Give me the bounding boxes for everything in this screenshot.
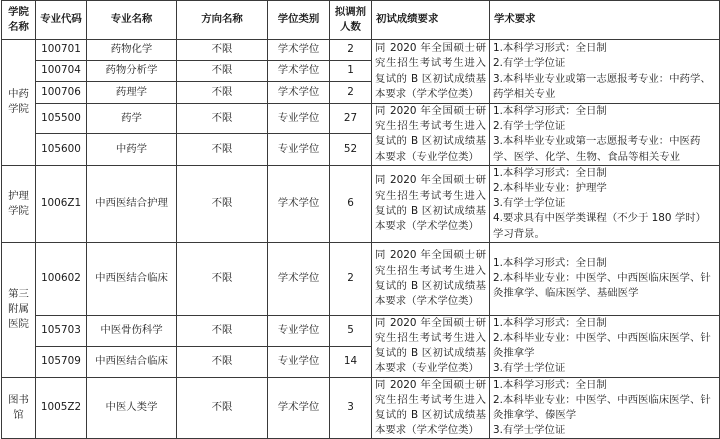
table-row [2, 40, 720, 61]
code-cell: 1006Z1 [36, 165, 87, 242]
code-cell: 105500 [36, 104, 87, 134]
header-college: 学院名称 [2, 1, 36, 40]
degree-cell: 专业学位 [268, 104, 330, 134]
academic-line: 1.本科学习形式：全日制 [493, 42, 607, 55]
table-row [2, 242, 720, 315]
academic-line: 1.本科学习形式：全日制 [493, 378, 607, 391]
academic-requirement-cell [490, 377, 720, 439]
code-cell: 100602 [36, 242, 87, 315]
quota-cell: 3 [330, 377, 372, 439]
major-cell: 中西医结合临床 [87, 242, 177, 315]
code-cell: 105600 [36, 134, 87, 165]
academic-line: 4.要求具有中医学类课程（不少于 180 学时）学习背景。 [493, 212, 706, 240]
direction-cell: 不限 [177, 61, 268, 82]
header-quota: 拟调剂人数 [330, 1, 372, 40]
quota-cell: 2 [330, 242, 372, 315]
degree-cell: 专业学位 [268, 315, 330, 346]
academic-line: 1.本科学习形式：全日制 [493, 105, 607, 117]
quota-cell: 6 [330, 165, 372, 242]
direction-cell: 不限 [177, 40, 268, 61]
degree-cell: 学术学位 [268, 377, 330, 439]
degree-cell: 学术学位 [268, 82, 330, 104]
initial-requirement-cell: 同 2020 年全国硕士研究生招生考试考生进入复试的 B 区初试成绩基本要求（专业学位类） [372, 315, 490, 377]
quota-cell: 14 [330, 347, 372, 377]
academic-line: 3.本科毕业专业或第一志愿报考专业：中医药学、医学、化学、生物、食品等相关专业 [493, 135, 701, 163]
initial-requirement-cell: 同 2020 年全国硕士研究生招生考试考生进入复试的 B 区初试成绩基本要求（专业学位类） [372, 104, 490, 166]
major-cell: 中医人类学 [87, 377, 177, 439]
direction-cell: 不限 [177, 347, 268, 377]
degree-cell: 专业学位 [268, 347, 330, 377]
initial-requirement-cell: 同 2020 年全国硕士研究生招生考试考生进入复试的 B 区初试成绩基本要求（学术学位类） [372, 40, 490, 104]
academic-requirement-cell [490, 40, 720, 104]
quota-cell: 52 [330, 134, 372, 165]
direction-cell: 不限 [177, 242, 268, 315]
college-cell: 护理学院 [2, 165, 36, 242]
degree-cell: 学术学位 [268, 165, 330, 242]
initial-requirement-cell: 同 2020 年全国硕士研究生招生考试考生进入复试的 B 区初试成绩基本要求（学术学位类） [372, 377, 490, 439]
academic-requirement-cell [490, 104, 720, 166]
initial-requirement-cell: 同 2020 年全国硕士研究生招生考试考生进入复试的 B 区初试成绩基本要求（学术学位类） [372, 242, 490, 315]
direction-cell: 不限 [177, 315, 268, 346]
table-row [2, 315, 720, 346]
direction-cell: 不限 [177, 82, 268, 104]
academic-line: 3.有学士学位证 [493, 197, 566, 210]
header-degree: 学位类别 [268, 1, 330, 40]
college-cell: 第三附属医院 [2, 242, 36, 377]
academic-line: 2.有学士学位证 [493, 57, 566, 70]
major-cell: 中药学 [87, 134, 177, 165]
degree-cell: 学术学位 [268, 242, 330, 315]
initial-requirement-cell: 同 2020 年全国硕士研究生招生考试考生进入复试的 B 区初试成绩基本要求（学术学位类） [372, 165, 490, 242]
quota-cell: 2 [330, 40, 372, 61]
academic-line: 2.本科毕业专业：中医学、中西医临床医学、针灸推拿学、临床医学、基础医学 [493, 272, 711, 300]
academic-line: 3.本科毕业专业或第一志愿报考专业：中药学、药学相关专业 [493, 72, 711, 100]
code-cell: 105709 [36, 347, 87, 377]
table-row [2, 104, 720, 134]
admission-table [1, 0, 720, 439]
table-row [2, 377, 720, 439]
academic-requirement-cell [490, 315, 720, 377]
academic-line: 2.本科毕业专业：中医学、中西医临床医学、针灸推拿学、傣医学 [493, 393, 711, 422]
header-initial: 初试成绩要求 [372, 1, 490, 40]
code-cell: 100704 [36, 61, 87, 82]
code-cell: 1005Z2 [36, 377, 87, 439]
direction-cell: 不限 [177, 104, 268, 134]
academic-line: 3.有学士学位证 [493, 362, 566, 375]
quota-cell: 1 [330, 61, 372, 82]
code-cell: 105703 [36, 315, 87, 346]
college-cell: 中药学院 [2, 40, 36, 166]
direction-cell: 不限 [177, 377, 268, 439]
major-cell: 中西医结合护理 [87, 165, 177, 242]
quota-cell: 5 [330, 315, 372, 346]
table-row [2, 165, 720, 242]
academic-line: 1.本科学习形式：全日制 [493, 257, 607, 270]
major-cell: 中医骨伤科学 [87, 315, 177, 346]
code-cell: 100706 [36, 82, 87, 104]
major-cell: 药学 [87, 104, 177, 134]
header-code: 专业代码 [36, 1, 87, 40]
header-academic: 学术要求 [490, 1, 720, 40]
academic-requirement-cell [490, 242, 720, 315]
degree-cell: 学术学位 [268, 61, 330, 82]
academic-requirement-cell [490, 165, 720, 242]
academic-line: 1.本科学习形式：全日制 [493, 166, 607, 179]
academic-line: 2.本科毕业专业：中医学、中西医临床医学、针灸推拿学 [493, 332, 711, 360]
academic-line: 3.有学士学位证 [493, 424, 566, 437]
academic-line: 2.本科毕业专业：护理学 [493, 182, 607, 195]
major-cell: 药理学 [87, 82, 177, 104]
college-cell: 图书馆 [2, 377, 36, 439]
header-direction: 方向名称 [177, 1, 268, 40]
academic-line: 1.本科学习形式：全日制 [493, 316, 607, 329]
degree-cell: 专业学位 [268, 134, 330, 165]
header-major: 专业名称 [87, 1, 177, 40]
header-row [2, 1, 720, 40]
degree-cell: 学术学位 [268, 40, 330, 61]
direction-cell: 不限 [177, 134, 268, 165]
major-cell: 药物化学 [87, 40, 177, 61]
quota-cell: 27 [330, 104, 372, 134]
quota-cell: 2 [330, 82, 372, 104]
direction-cell: 不限 [177, 165, 268, 242]
academic-line: 2.有学士学位证 [493, 120, 566, 133]
code-cell: 100701 [36, 40, 87, 61]
major-cell: 中西医结合临床 [87, 347, 177, 377]
major-cell: 药物分析学 [87, 61, 177, 82]
